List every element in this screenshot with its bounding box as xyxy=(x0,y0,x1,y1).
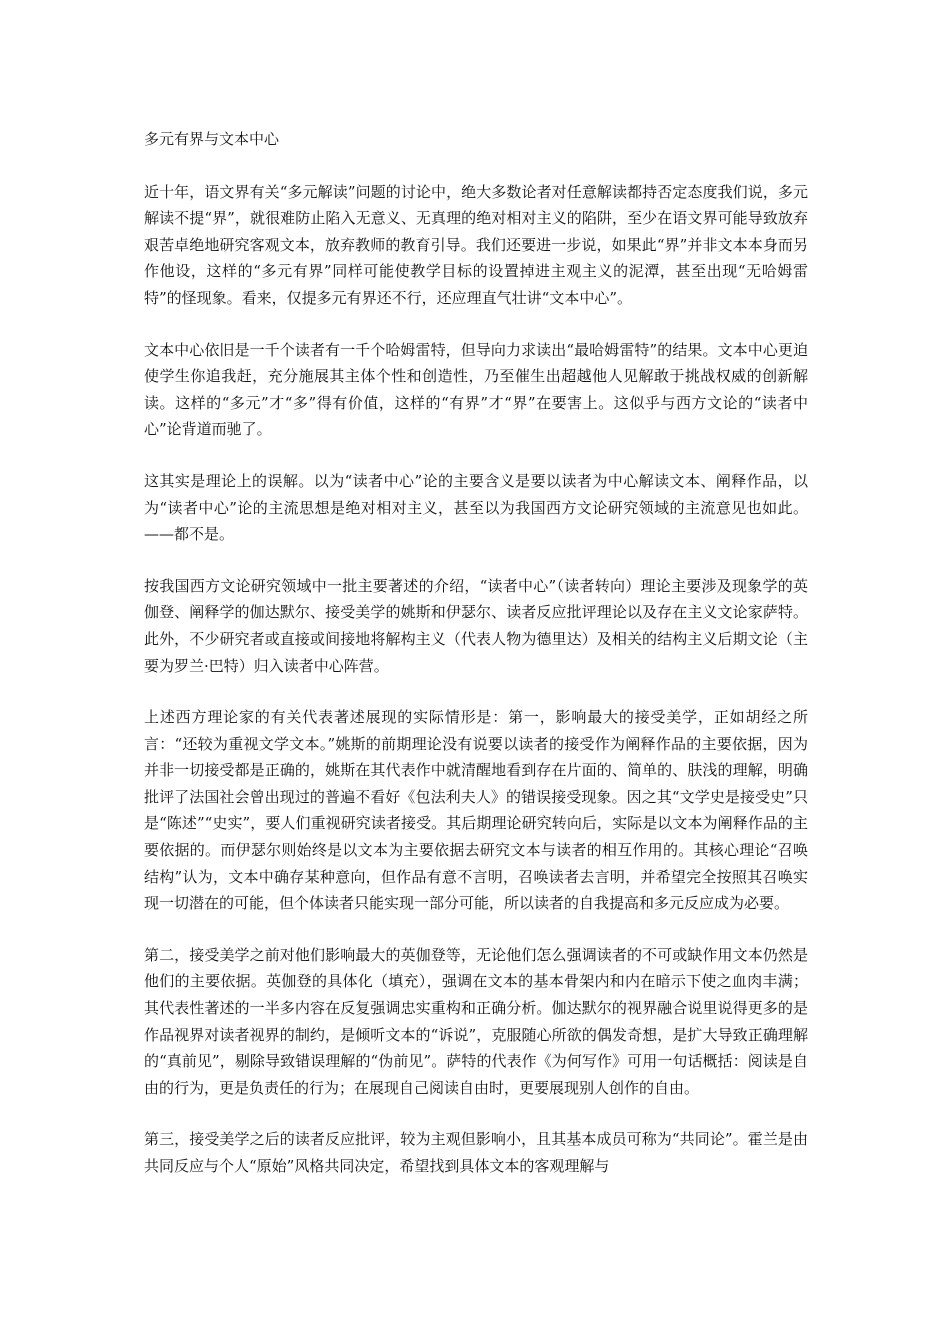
document-title: 多元有界与文本中心 xyxy=(144,130,280,148)
paragraph-4: 按我国西方文论研究领域中一批主要著述的介绍，“读者中心”（读者转向）理论主要涉及现象学的英伽登、阐释学的伽达默尔、接受美学的姚斯和伊瑟尔、读者反应批评理论以及存在主义文论家萨特。此外，不少研究者或直接或间接地将解构主义（代表人物为德里达）及相关的结构主义后期文论（主要为罗兰·巴特）归入读者中心阵营。 xyxy=(144,576,808,675)
paragraph-5: 上述西方理论家的有关代表著述展现的实际情形是：第一，影响最大的接受美学，正如胡经之所言：“还较为重视文学文本。”姚斯的前期理论没有说要以读者的接受作为阐释作品的主要依据，因为并非一切接受都是正确的，姚斯在其代表作中就清醒地看到存在片面的、简单的、肤浅的理解，明确批评了法国社会曾出现过的普遍不看好《包法利夫人》的错误接受现象。因之其“文学史是接受史”只是“陈述”“史实”，要人们重视研究读者接受。其后期理论研究转向后，实际是以文本为阐释作品的主要依据的。而伊瑟尔则始终是以文本为主要依据去研究文本与读者的相互作用的。其核心理论“召唤结构”认为，文本中确存某种意向，但作品有意不言明，召唤读者去言明，并希望完全按照其召唤实现一切潜在的可能，但个体读者只能实现一部分可能，所以读者的自我提高和多元反应成为必要。 xyxy=(144,708,808,913)
paragraph-6: 第二，接受美学之前对他们影响最大的英伽登等，无论他们怎么强调读者的不可或缺作用文本仍然是他们的主要依据。英伽登的具体化（填充），强调在文本的基本骨架内和内在暗示下使之血肉丰满；其代表性著述的一半多内容在反复强调忠实重构和正确分析。伽达默尔的视界融合说里说得更多的是作品视界对读者视界的制约，是倾听文本的“诉说”，克服随心所欲的偶发奇想，是扩大导致正确理解的“真前见”，剔除导致错误理解的“伪前见”。萨特的代表作《为何写作》可用一句话概括：阅读是自由的行为，更是负责任的行为；在展现自己阅读自由时，更要展现别人创作的自由。 xyxy=(144,945,808,1097)
paragraph-3: 这其实是理论上的误解。以为“读者中心”论的主要含义是要以读者为中心解读文本、阐释作品，以为“读者中心”论的主流思想是绝对相对主义，甚至以为我国西方文论研究领域的主流意见也如此。——都不是。 xyxy=(144,471,808,544)
paragraph-7: 第三，接受美学之后的读者反应批评，较为主观但影响小，且其基本成员可称为“共同论”。霍兰是由共同反应与个人“原始”风格共同决定，希望找到具体文本的客观理解与 xyxy=(144,1130,808,1175)
paragraph-2: 文本中心依旧是一千个读者有一千个哈姆雷特，但导向力求读出“最哈姆雷特”的结果。文本中心更迫使学生你追我赶，充分施展其主体个性和创造性，乃至催生出超越他人见解敢于挑战权威的创新解读。这样的“多元”才“多”得有价值，这样的“有界”才“界”在要害上。这似乎与西方文论的“读者中心”论背道而驰了。 xyxy=(144,340,808,439)
document-page xyxy=(144,126,808,1205)
paragraph-1: 近十年，语文界有关“多元解读”问题的讨论中，绝大多数论者对任意解读都持否定态度我们说，多元解读不提“界”，就很难防止陷入无意义、无真理的绝对相对主义的陷阱，至少在语文界可能导致放弃艰苦卓绝地研究客观文本，放弃教师的教育引导。我们还要进一步说，如果此“界”并非文本本身而另作他设，这样的“多元有界”同样可能使教学目标的设置掉进主观主义的泥潭，甚至出现“无哈姆雷特”的怪现象。看来，仅提多元有界还不行，还应理直气壮讲“文本中心”。 xyxy=(144,182,808,307)
